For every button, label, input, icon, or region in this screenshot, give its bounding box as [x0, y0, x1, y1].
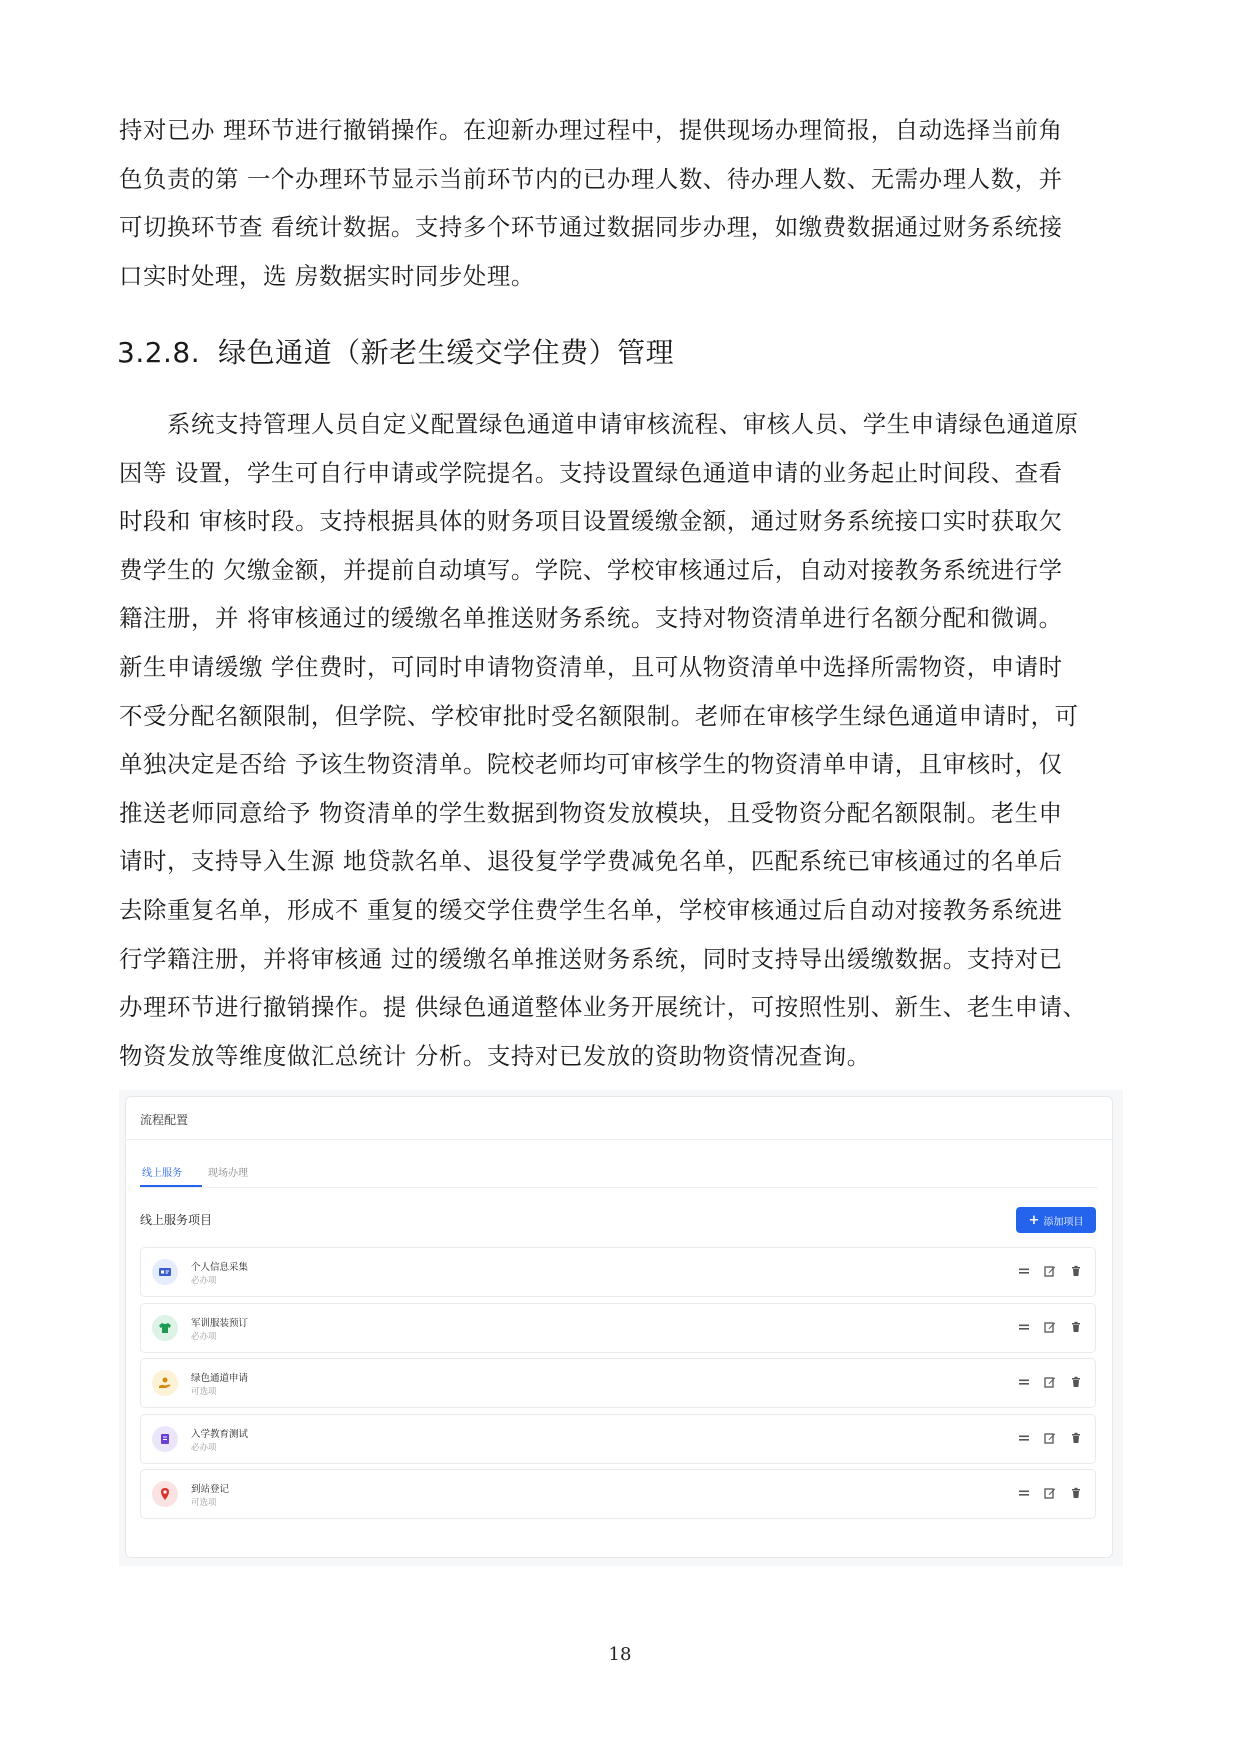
item-name: 军训服装预订	[191, 1317, 249, 1329]
edit-icon[interactable]	[1043, 1486, 1057, 1500]
service-item-row[interactable]	[140, 1247, 1096, 1297]
text-line: 不受分配名额限制，但学院、学校审批时受名额限制。老师在审核学生绿色通道申请时，可	[119, 701, 1079, 730]
text-line: 新生申请缓缴 学住费时，可同时申请物资清单，且可从物资清单中选择所需物资，申请时	[119, 652, 1063, 681]
item-name: 绿色通道申请	[191, 1373, 249, 1384]
text-line: 办理环节进行撤销操作。提 供绿色通道整体业务开展统计，可按照性别、新生、老生申请、	[119, 993, 1087, 1022]
item-actions	[1017, 1486, 1083, 1500]
location-pin-icon	[152, 1481, 178, 1507]
page-number: 18	[608, 1644, 632, 1665]
text-line: 口实时处理，选 房数据实时同步处理。	[119, 261, 535, 290]
drag-handle-icon[interactable]	[1017, 1431, 1031, 1445]
card-title: 流程配置	[140, 1113, 189, 1127]
item-type: 必办项	[191, 1331, 217, 1342]
item-name: 到站登记	[191, 1484, 230, 1495]
delete-icon[interactable]	[1069, 1431, 1083, 1445]
item-type: 必办项	[191, 1276, 217, 1286]
tab-online-service[interactable]: 线上服务	[142, 1168, 182, 1179]
section-number: 3.2.8.	[117, 336, 201, 369]
item-type: 可选项	[191, 1387, 217, 1397]
section-heading	[117, 333, 674, 373]
item-actions	[1017, 1320, 1083, 1334]
edit-icon[interactable]	[1043, 1431, 1057, 1445]
text-line: 去除重复名单，形成不 重复的缓交学住费学生名单，学校审核通过后自动对接教务系统进	[119, 895, 1063, 924]
service-item-row[interactable]	[140, 1303, 1096, 1353]
text-line: 费学生的 欠缴金额，并提前自动填写。学院、学校审核通过后，自动对接教务系统进行学	[119, 555, 1063, 584]
paragraph-green-channel	[119, 400, 1123, 1080]
service-item-row[interactable]	[140, 1469, 1096, 1519]
text-line: 籍注册，并 将审核通过的缓缴名单推送财务系统。支持对物资清单进行名额分配和微调。	[119, 604, 1063, 633]
book-icon	[152, 1426, 178, 1452]
section-title-online-items: 线上服务项目	[140, 1213, 213, 1227]
service-item-row[interactable]	[140, 1414, 1096, 1464]
plus-icon: +	[1028, 1212, 1040, 1228]
tab-bar	[140, 1157, 1098, 1188]
embedded-screenshot	[119, 1090, 1123, 1566]
delete-icon[interactable]	[1069, 1375, 1083, 1389]
text-line: 系统支持管理人员自定义配置绿色通道申请审核流程、审核人员、学生申请绿色通道原	[167, 410, 1079, 438]
shirt-icon	[152, 1315, 178, 1341]
item-type: 可选项	[191, 1498, 217, 1508]
divider	[126, 1139, 1112, 1140]
edit-icon[interactable]	[1043, 1264, 1057, 1278]
edit-icon[interactable]	[1043, 1320, 1057, 1334]
drag-handle-icon[interactable]	[1017, 1320, 1031, 1334]
edit-icon[interactable]	[1043, 1375, 1057, 1389]
text-line: 持对已办 理环节进行撤销操作。在迎新办理过程中，提供现场办理简报，自动选择当前角	[119, 116, 1063, 144]
item-name: 入学教育测试	[191, 1428, 249, 1440]
process-config-card	[125, 1096, 1113, 1558]
delete-icon[interactable]	[1069, 1486, 1083, 1500]
text-line: 物资发放等维度做汇总统计 分析。支持对已发放的资助物资情况查询。	[119, 1041, 871, 1070]
item-actions	[1017, 1264, 1083, 1278]
service-item-row[interactable]	[140, 1358, 1096, 1408]
item-actions	[1017, 1431, 1083, 1445]
id-card-icon	[152, 1259, 178, 1285]
item-type: 必办项	[191, 1442, 217, 1453]
text-line: 请时，支持导入生源 地贷款名单、退役复学学费减免名单，匹配系统已审核通过的名单后	[119, 847, 1063, 876]
item-actions	[1017, 1375, 1083, 1389]
text-line: 时段和 审核时段。支持根据具体的财务项目设置缓缴金额，通过财务系统接口实时获取欠	[119, 507, 1063, 536]
drag-handle-icon[interactable]	[1017, 1264, 1031, 1278]
add-item-label: 添加项目	[1043, 1216, 1084, 1228]
drag-handle-icon[interactable]	[1017, 1486, 1031, 1500]
text-line: 行学籍注册，并将审核通 过的缓缴名单推送财务系统，同时支持导出缓缴数据。支持对已	[119, 944, 1063, 973]
text-line: 可切换环节查 看统计数据。支持多个环节通过数据同步办理，如缴费数据通过财务系统接	[119, 213, 1063, 242]
section-title: 绿色通道（新老生缓交学住费）管理	[218, 336, 675, 369]
text-line: 推送老师同意给予 物资清单的学生数据到物资发放模块，且受物资分配名额限制。老生申	[119, 798, 1063, 827]
item-name: 个人信息采集	[191, 1262, 249, 1273]
paragraph-continuation	[119, 106, 1123, 300]
text-line: 色负责的第 一个办理环节显示当前环节内的已办理人数、待办理人数、无需办理人数，并	[119, 164, 1063, 193]
hand-coin-icon	[152, 1370, 178, 1396]
add-item-button[interactable]	[1016, 1207, 1096, 1233]
active-tab-indicator	[140, 1185, 202, 1187]
delete-icon[interactable]	[1069, 1264, 1083, 1278]
delete-icon[interactable]	[1069, 1320, 1083, 1334]
tab-onsite[interactable]: 现场办理	[208, 1168, 248, 1179]
text-line: 单独决定是否给 予该生物资清单。院校老师均可审核学生的物资清单申请，且审核时，仅	[119, 750, 1063, 779]
text-line: 因等 设置，学生可自行申请或学院提名。支持设置绿色通道申请的业务起止时间段、查看	[119, 458, 1063, 487]
drag-handle-icon[interactable]	[1017, 1375, 1031, 1389]
